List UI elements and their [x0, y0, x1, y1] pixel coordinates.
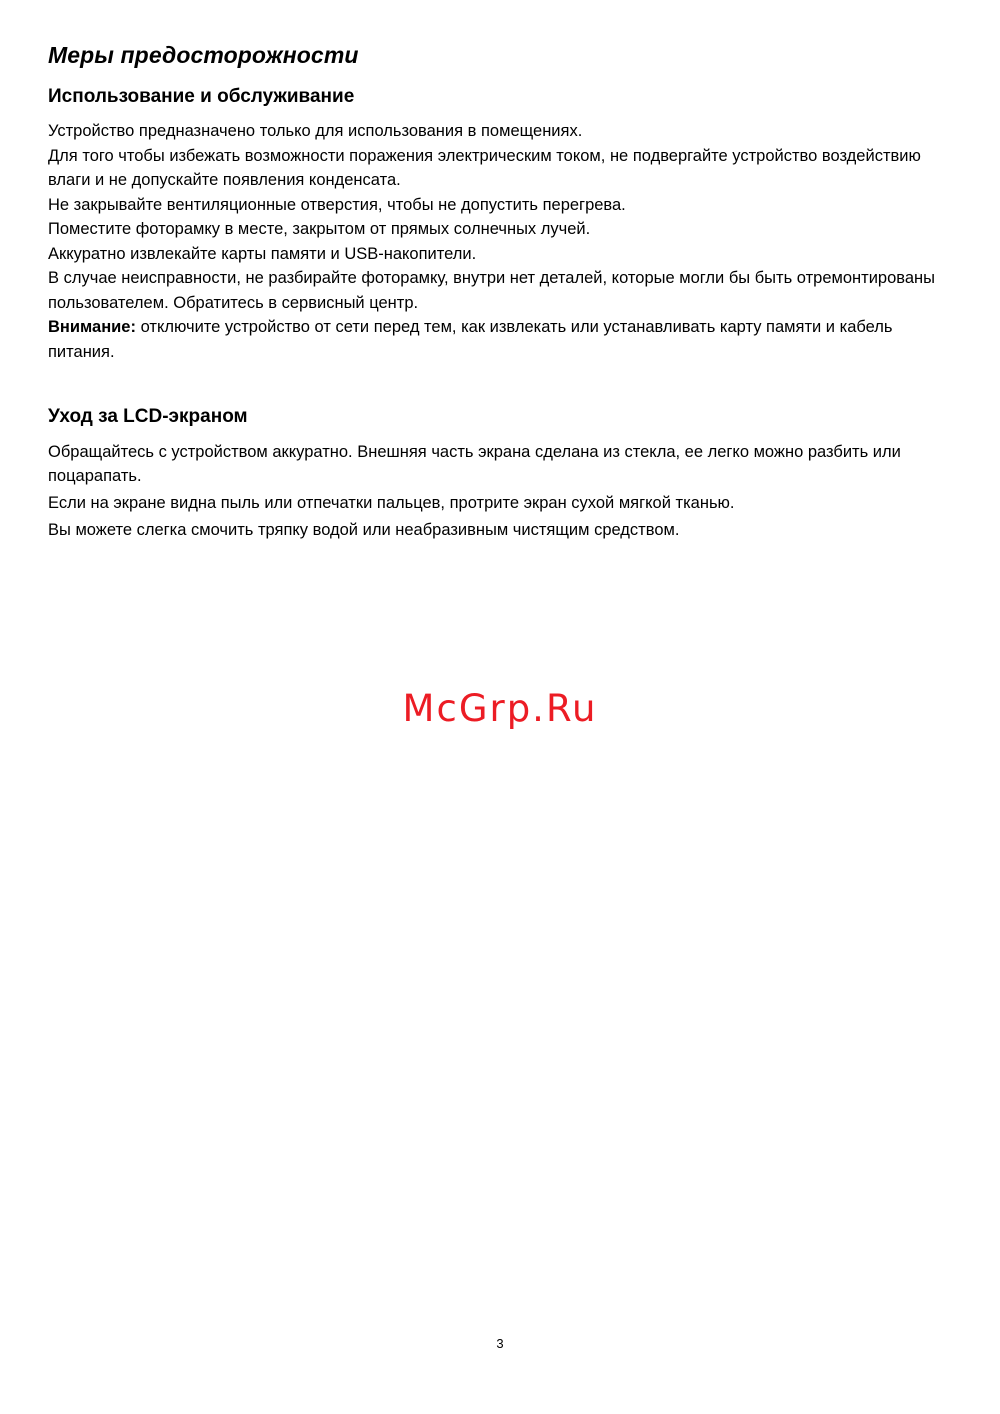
- usage-paragraph: Не закрывайте вентиляционные отверстия, чтобы не допустить перегрева.: [48, 195, 626, 214]
- usage-paragraph: Аккуратно извлекайте карты памяти и USB-накопители.: [48, 244, 477, 263]
- lcd-section-body: [48, 440, 948, 545]
- watermark-text: McGrp.Ru: [402, 687, 598, 730]
- usage-paragraph: Для того чтобы избежать возможности поражения электрическим током, не подвергайте устройство воздействию влаги и не допускайте появления конденсата.: [48, 146, 921, 189]
- lcd-paragraph: Вы можете слегка смочить тряпку водой или неабразивным чистящим средством.: [48, 521, 680, 539]
- warning-paragraph: [48, 315, 948, 364]
- usage-paragraph: В случае неисправности, не разбирайте фоторамку, внутри нет деталей, которые могли бы быть отремонтированы пользователем. Обратитесь в сервисный центр.: [48, 269, 935, 312]
- warning-label: Внимание:: [48, 318, 136, 336]
- warning-text: отключите устройство от сети перед тем, как извлекать или устанавливать карту памяти и кабель питания.: [48, 318, 893, 361]
- usage-paragraph: Устройство предназначено только для использования в помещениях.: [48, 122, 583, 140]
- lcd-paragraph: Обращайтесь с устройством аккуратно. Внешняя часть экрана сделана из стекла, ее легко можно разбить или поцарапать.: [48, 443, 901, 485]
- page-title: Меры предосторожности: [48, 42, 359, 68]
- section-heading-usage: Использование и обслуживание: [48, 86, 355, 107]
- page-number: 3: [496, 1336, 504, 1351]
- usage-section-body: [48, 119, 948, 364]
- section-heading-lcd-care: Уход за LCD-экраном: [48, 406, 248, 427]
- lcd-paragraph: Если на экране видна пыль или отпечатки пальцев, протрите экран сухой мягкой тканью.: [48, 494, 735, 512]
- usage-paragraph: Поместите фоторамку в месте, закрытом от прямых солнечных лучей.: [48, 220, 591, 238]
